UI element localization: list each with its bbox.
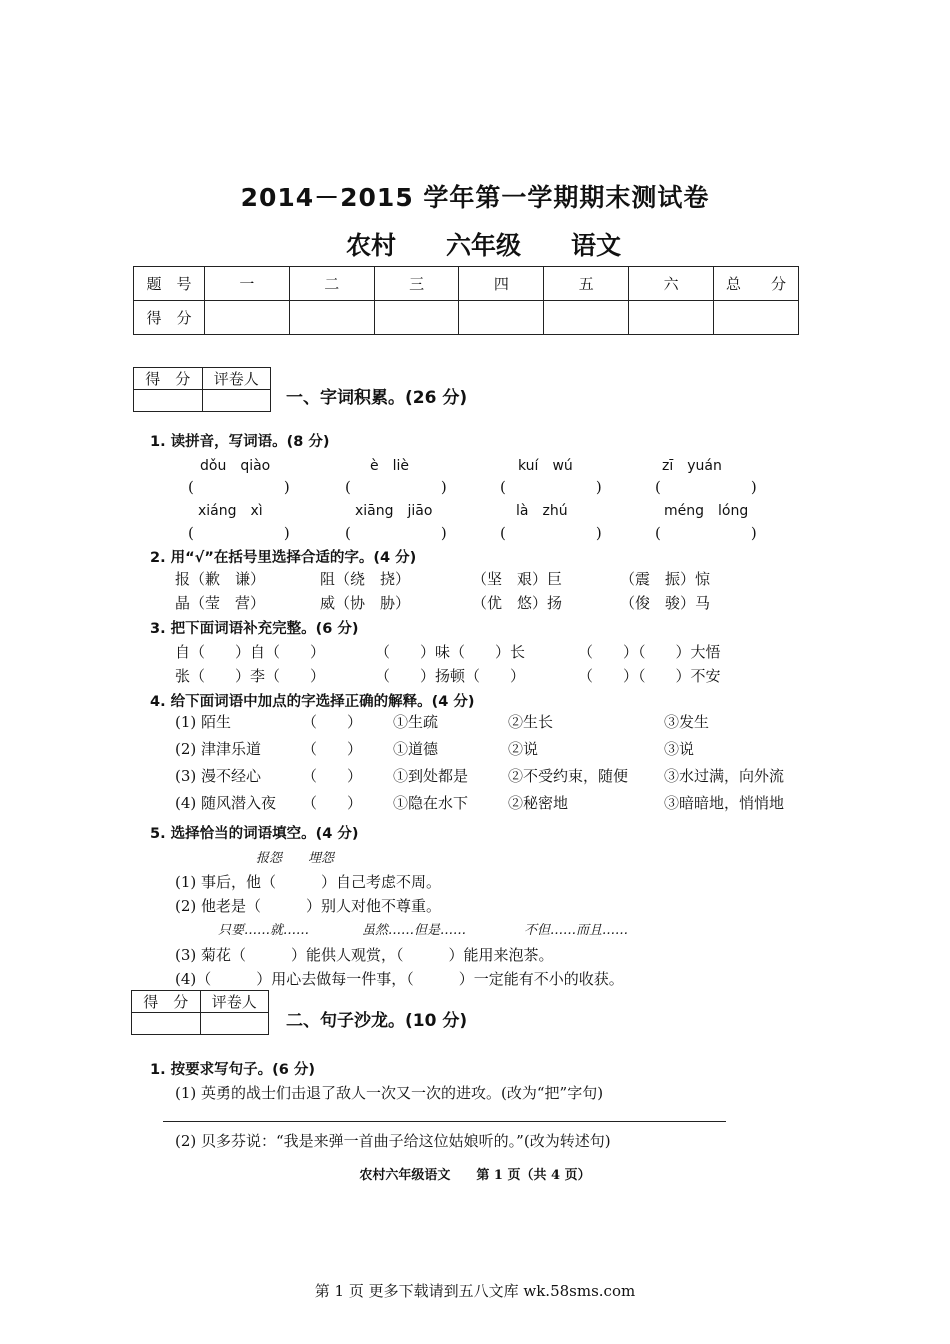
q5-sentence[interactable]: (3) 菊花（ ）能供人观赏，（ ）能用来泡茶。	[175, 946, 554, 964]
q5-label: 5. 选择恰当的词语填空。(4 分)	[150, 826, 359, 842]
watermark-footer: 第 1 页 更多下载请到五八文库 wk.58sms.com	[314, 1282, 636, 1300]
q4-option[interactable]: ①到处都是	[393, 767, 469, 785]
section1-title: 一、字词积累。(26 分)	[286, 388, 468, 408]
choice-item[interactable]: 威（协 胁）	[320, 594, 411, 612]
q4-blank[interactable]: （ ）	[302, 767, 363, 785]
score-cell[interactable]	[459, 301, 544, 335]
q4-blank[interactable]: （ ）	[302, 740, 363, 758]
choice-item[interactable]: （俊 骏）马	[620, 594, 711, 612]
q4-option[interactable]: ②说	[508, 740, 539, 758]
grader-name-cell[interactable]	[200, 1013, 269, 1035]
q5-sentence[interactable]: (4)（ ）用心去做每一件事，（ ）一定能有不小的收获。	[175, 970, 624, 988]
grader-score-label: 得 分	[134, 368, 203, 390]
score-cell[interactable]	[714, 301, 799, 335]
q4-word: (1) 陌生	[175, 713, 232, 731]
q4-option[interactable]: ①道德	[393, 740, 439, 758]
grader-name-cell[interactable]	[202, 390, 271, 412]
q1-label: 1. 读拼音，写词语。(8 分)	[150, 434, 330, 450]
subtitle-subject: 语文	[571, 231, 622, 260]
fill-item[interactable]: （ ）味（ ）长	[375, 643, 526, 661]
subtitle-grade: 六年级	[446, 231, 522, 260]
pinyin: là zhú	[516, 503, 568, 519]
score-cell[interactable]	[205, 301, 290, 335]
score-header-label: 题 号	[134, 267, 205, 301]
q4-word: (4) 随风潜入夜	[175, 794, 277, 812]
answer-blank[interactable]: ( )	[345, 478, 447, 496]
q5-conjunction: 虽然……但是……	[362, 923, 467, 938]
grader-score-label: 得 分	[132, 991, 201, 1013]
choice-item[interactable]: （优 悠）扬	[472, 594, 563, 612]
choice-item[interactable]: （坚 艰）巨	[472, 570, 563, 588]
score-header-total: 总 分	[714, 267, 799, 301]
q4-label: 4. 给下面词语中加点的字选择正确的解释。(4 分)	[150, 694, 475, 710]
fill-item[interactable]: （ ）（ ）大悟	[578, 643, 721, 661]
score-cell[interactable]	[289, 301, 374, 335]
score-table	[133, 266, 799, 335]
q3-label: 3. 把下面词语补充完整。(6 分)	[150, 621, 359, 637]
score-cell[interactable]	[544, 301, 629, 335]
score-header-1: 一	[205, 267, 290, 301]
pinyin: zī yuán	[662, 458, 722, 474]
score-header-6: 六	[629, 267, 714, 301]
pinyin: xiāng jiāo	[355, 503, 433, 519]
grader-score-cell[interactable]	[134, 390, 203, 412]
score-header-5: 五	[544, 267, 629, 301]
pinyin: xiáng xì	[198, 503, 263, 519]
s2-q1-item2: (2) 贝多芬说：“我是来弹一首曲子给这位姑娘听的。”(改为转述句)	[175, 1132, 611, 1150]
grader-score-cell[interactable]	[132, 1013, 201, 1035]
pinyin: kuí wú	[518, 458, 573, 474]
q4-blank[interactable]: （ ）	[302, 794, 363, 812]
q4-option[interactable]: ③说	[664, 740, 695, 758]
q4-blank[interactable]: （ ）	[302, 713, 363, 731]
q4-option[interactable]: ③水过满，向外流	[664, 767, 785, 785]
pinyin: dǒu qiào	[200, 458, 271, 474]
answer-blank[interactable]: ( )	[188, 478, 290, 496]
score-cell[interactable]	[374, 301, 459, 335]
q4-option[interactable]: ②秘密地	[508, 794, 569, 812]
q5-conjunction: 不但……而且……	[524, 923, 629, 938]
exam-title: 2014－2015 学年第一学期期末测试卷	[240, 183, 710, 212]
subtitle-area: 农村	[346, 231, 397, 260]
q5-sentence[interactable]: (2) 他老是（ ）别人对他不尊重。	[175, 897, 442, 915]
pinyin: è liè	[370, 458, 410, 474]
answer-line[interactable]	[163, 1121, 726, 1122]
answer-blank[interactable]: ( )	[500, 524, 602, 542]
q4-option[interactable]: ①隐在水下	[393, 794, 469, 812]
fill-item[interactable]: （ ）扬顿（ ）	[375, 667, 526, 685]
q5-sentence[interactable]: (1) 事后，他（ ）自己考虑不周。	[175, 873, 442, 891]
q4-option[interactable]: ②生长	[508, 713, 554, 731]
choice-item[interactable]: 晶（莹 营）	[175, 594, 266, 612]
s2-q1-label: 1. 按要求写句子。(6 分)	[150, 1062, 316, 1078]
score-header-3: 三	[374, 267, 459, 301]
q4-word: (3) 漫不经心	[175, 767, 262, 785]
fill-item[interactable]: 张（ ）李（ ）	[175, 667, 326, 685]
choice-item[interactable]: 阻（绕 挠）	[320, 570, 411, 588]
choice-item[interactable]: 报（歉 谦）	[175, 570, 266, 588]
answer-blank[interactable]: ( )	[500, 478, 602, 496]
s2-q1-item1: (1) 英勇的战士们击退了敌人一次又一次的进攻。(改为“把”字句)	[175, 1084, 604, 1102]
answer-blank[interactable]: ( )	[655, 524, 757, 542]
answer-blank[interactable]: ( )	[188, 524, 290, 542]
grader-name-label: 评卷人	[202, 368, 271, 390]
score-cell[interactable]	[629, 301, 714, 335]
q4-option[interactable]: ②不受约束，随便	[508, 767, 629, 785]
q2-label: 2. 用“√”在括号里选择合适的字。(4 分)	[150, 550, 417, 566]
score-row-label: 得 分	[134, 301, 205, 335]
q4-word: (2) 津津乐道	[175, 740, 262, 758]
pinyin: méng lóng	[664, 503, 749, 519]
answer-blank[interactable]: ( )	[655, 478, 757, 496]
q4-option[interactable]: ①生疏	[393, 713, 439, 731]
q4-option[interactable]: ③暗暗地，悄悄地	[664, 794, 785, 812]
grader-name-label: 评卷人	[200, 991, 269, 1013]
page-footer: 农村六年级语文 第 1 页（共 4 页）	[359, 1168, 591, 1183]
q5-conjunction: 只要……就……	[218, 923, 310, 938]
q4-option[interactable]: ③发生	[664, 713, 710, 731]
score-header-4: 四	[459, 267, 544, 301]
score-header-2: 二	[289, 267, 374, 301]
q5-word-choices: 报怨 埋怨	[256, 851, 335, 866]
fill-item[interactable]: 自（ ）自（ ）	[175, 643, 326, 661]
section2-title: 二、句子沙龙。(10 分)	[286, 1011, 468, 1031]
section1-grader-box	[133, 367, 271, 412]
section2-grader-box	[131, 990, 269, 1035]
choice-item[interactable]: （震 振）惊	[620, 570, 711, 588]
fill-item[interactable]: （ ）（ ）不安	[578, 667, 721, 685]
answer-blank[interactable]: ( )	[345, 524, 447, 542]
